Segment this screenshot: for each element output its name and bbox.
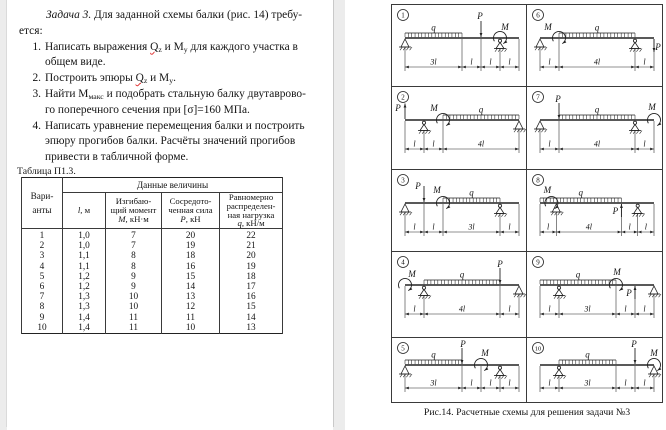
svg-text:5: 5: [401, 344, 405, 353]
beam-scheme-svg: [392, 5, 526, 86]
group-header: Данные величины: [63, 178, 283, 193]
table-cell: 2: [22, 241, 63, 251]
table-cell: 11: [162, 313, 220, 323]
svg-text:P: P: [626, 288, 632, 298]
beam-scheme-svg: [527, 338, 661, 402]
table-cell: 21: [220, 241, 283, 251]
table-row: [22, 292, 283, 302]
intro-line: ется:: [19, 24, 43, 37]
task-list-item: [19, 119, 315, 166]
table-row: [22, 251, 283, 261]
svg-text:l: l: [470, 57, 473, 67]
svg-text:q: q: [478, 104, 484, 115]
svg-text:q: q: [469, 187, 474, 198]
svg-text:8: 8: [536, 176, 540, 185]
table-cell: 15: [220, 302, 283, 312]
svg-text:q: q: [585, 349, 590, 360]
scheme-cell-9: [527, 252, 662, 338]
svg-text:7: 7: [536, 93, 540, 102]
table-cell: 16: [220, 292, 283, 302]
item-number: 1.: [32, 40, 41, 53]
svg-text:q: q: [594, 104, 600, 115]
scheme-cell-8: [527, 170, 662, 252]
table-cell: 9: [106, 282, 162, 292]
svg-text:2: 2: [401, 93, 405, 102]
task-list: [19, 40, 315, 166]
svg-text:l: l: [643, 304, 646, 314]
beam-scheme-svg: [527, 5, 661, 86]
table-row: [22, 241, 283, 251]
table-cell: 1,4: [63, 323, 106, 334]
table-row: [22, 229, 283, 242]
svg-text:4l: 4l: [585, 222, 592, 232]
svg-text:l: l: [413, 139, 416, 149]
table-cell: 1,2: [63, 282, 106, 292]
svg-text:1: 1: [401, 11, 405, 20]
table-cell: 11: [106, 323, 162, 334]
svg-text:l: l: [432, 139, 435, 149]
table-cell: 20: [162, 229, 220, 242]
item-text: Построить эпюры $Q_z$ и $M_y$.: [45, 72, 176, 86]
table-row: [22, 323, 283, 334]
table-cell: 8: [22, 302, 63, 312]
table-cell: 15: [162, 272, 220, 282]
table-cell: 1,1: [63, 251, 106, 261]
svg-text:l: l: [432, 222, 435, 232]
scheme-cell-5: [392, 338, 527, 402]
svg-text:M: M: [481, 348, 489, 358]
svg-text:l: l: [644, 222, 647, 232]
table-cell: 7: [106, 229, 162, 242]
table-cell: 9: [22, 313, 63, 323]
col-header-variants: Вари- анты: [22, 178, 63, 229]
item-number: 2.: [32, 72, 41, 85]
svg-text:l: l: [508, 304, 511, 314]
svg-text:l: l: [548, 57, 551, 67]
table-cell: 4: [22, 262, 63, 272]
table-cell: 1,0: [63, 229, 106, 242]
scheme-cell-7: [527, 87, 662, 170]
table-cell: 18: [220, 272, 283, 282]
table-cell: 1,1: [63, 262, 106, 272]
task-list-item: [19, 87, 315, 119]
svg-text:10: 10: [534, 345, 542, 353]
svg-text:4l: 4l: [458, 304, 466, 314]
svg-text:l: l: [508, 57, 511, 67]
svg-text:4l: 4l: [477, 139, 485, 149]
table-cell: 20: [220, 251, 283, 261]
table-cell: 17: [220, 282, 283, 292]
svg-text:M: M: [544, 22, 552, 32]
svg-text:4l: 4l: [593, 139, 601, 149]
svg-text:q: q: [594, 22, 600, 33]
task-list-item: [19, 40, 315, 72]
svg-text:P: P: [460, 339, 466, 349]
beam-scheme-svg: [527, 252, 661, 337]
svg-text:M: M: [408, 269, 416, 279]
variants-table: [21, 177, 283, 334]
svg-text:l: l: [413, 222, 416, 232]
table-cell: 1: [22, 229, 63, 242]
svg-text:l: l: [643, 139, 646, 149]
svg-text:4: 4: [401, 258, 405, 267]
table-cell: 14: [220, 313, 283, 323]
svg-text:P: P: [655, 42, 661, 52]
table-cell: 13: [162, 292, 220, 302]
svg-text:P: P: [415, 181, 421, 191]
beam-scheme-svg: [527, 87, 661, 169]
table-cell: 7: [22, 292, 63, 302]
table-cell: 1,2: [63, 272, 106, 282]
table-cell: 11: [106, 313, 162, 323]
task-list-item: [19, 71, 315, 87]
svg-text:3l: 3l: [430, 378, 437, 388]
table-cell: 7: [106, 241, 162, 251]
svg-text:P: P: [631, 339, 637, 349]
svg-text:q: q: [578, 187, 583, 198]
col-header: Сосредото- ченная сила P, кН: [162, 193, 220, 229]
right-page: [345, 0, 666, 430]
svg-text:l: l: [489, 378, 492, 388]
svg-text:P: P: [477, 11, 483, 21]
col-header: Изгибаю- щий момент M, кН·м: [106, 193, 162, 229]
scheme-cell-4: [392, 252, 527, 338]
table-cell: 14: [162, 282, 220, 292]
item-text: Найти $M_{макс}$ и подобрать стальную балку двутаврово- го поперечного сечения при [σ]=160 МПа.: [45, 87, 306, 116]
svg-text:l: l: [413, 304, 416, 314]
svg-text:q: q: [575, 269, 581, 280]
svg-text:9: 9: [536, 258, 540, 267]
table-cell: 10: [106, 292, 162, 302]
col-header: l, м: [63, 193, 106, 229]
scheme-cell-10: [527, 338, 662, 402]
svg-text:l: l: [643, 57, 646, 67]
table-cell: 8: [106, 262, 162, 272]
svg-text:M: M: [430, 103, 438, 113]
table-row: [22, 282, 283, 292]
beam-scheme-grid: [391, 4, 663, 403]
svg-text:l: l: [548, 304, 551, 314]
svg-text:q: q: [459, 269, 465, 280]
svg-text:6: 6: [536, 11, 540, 20]
svg-text:P: P: [555, 94, 561, 104]
beam-scheme-svg: [392, 87, 526, 169]
left-page: [7, 0, 333, 430]
svg-text:3l: 3l: [584, 304, 591, 314]
table-cell: 18: [162, 251, 220, 261]
figure-caption: Рис.14. Расчетные схемы для решения задачи №3: [423, 407, 631, 418]
svg-text:l: l: [548, 378, 551, 388]
beam-scheme-svg: [392, 252, 526, 337]
item-number: 3.: [32, 87, 41, 100]
svg-text:3l: 3l: [430, 57, 437, 67]
svg-text:M: M: [433, 185, 441, 195]
svg-text:l: l: [547, 222, 550, 232]
svg-text:4l: 4l: [593, 57, 601, 67]
table-cell: 22: [220, 229, 283, 242]
item-text: Написать уравнение перемещения балки и построить эпюру прогибов балки. Расчёты значений прогибов привести в табличной форме.: [45, 119, 305, 164]
task-text: [19, 8, 315, 166]
svg-text:l: l: [548, 139, 551, 149]
svg-text:l: l: [508, 222, 511, 232]
beam-scheme-svg: [527, 170, 661, 251]
svg-text:l: l: [508, 378, 511, 388]
scheme-cell-6: [527, 5, 662, 87]
col-header: Равномерно распределен- ная нагрузка q, кН/м: [220, 193, 283, 229]
viewer-left-edge: [0, 0, 7, 430]
table-cell: 1,0: [63, 241, 106, 251]
svg-text:3l: 3l: [584, 378, 591, 388]
table-cell: 3: [22, 251, 63, 261]
table-cell: 1,4: [63, 313, 106, 323]
table-row: [22, 272, 283, 282]
svg-text:l: l: [624, 378, 627, 388]
item-number: 4.: [32, 119, 41, 132]
table-cell: 6: [22, 282, 63, 292]
table-cell: 10: [22, 323, 63, 334]
table-cell: 8: [106, 251, 162, 261]
table-cell: 10: [106, 302, 162, 312]
table-cell: 19: [220, 262, 283, 272]
intro-line: Задача 3. Для заданной схемы балки (рис. 14) требу-: [46, 9, 303, 21]
table-cell: 1,3: [63, 292, 106, 302]
svg-text:M: M: [613, 267, 621, 277]
svg-text:q: q: [431, 22, 436, 33]
table-row: [22, 302, 283, 312]
svg-text:l: l: [470, 378, 473, 388]
task-intro: [19, 8, 315, 40]
svg-text:l: l: [489, 57, 492, 67]
table-cell: 13: [220, 323, 283, 334]
table-cell: 12: [162, 302, 220, 312]
table-cell: 19: [162, 241, 220, 251]
scheme-cell-2: [392, 87, 527, 170]
svg-text:M: M: [501, 22, 509, 32]
scheme-cell-3: [392, 170, 527, 252]
table-cell: 1,3: [63, 302, 106, 312]
svg-text:3: 3: [401, 176, 405, 185]
svg-text:P: P: [395, 103, 401, 113]
svg-text:q: q: [431, 349, 436, 360]
svg-text:P: P: [497, 259, 503, 269]
item-text: Написать выражения $Q_z$ и $M_y$ для каждого участка в общем виде.: [45, 40, 298, 69]
svg-text:P: P: [612, 206, 619, 216]
svg-text:M: M: [543, 185, 552, 195]
table-cell: 5: [22, 272, 63, 282]
table-caption: Таблица П1.3.: [17, 166, 76, 177]
svg-text:M: M: [650, 348, 658, 358]
table-row: [22, 262, 283, 272]
svg-text:M: M: [648, 102, 656, 112]
table-cell: 10: [162, 323, 220, 334]
svg-text:l: l: [624, 304, 627, 314]
beam-scheme-svg: [392, 170, 526, 251]
table-cell: 16: [162, 262, 220, 272]
table-row: [22, 313, 283, 323]
svg-text:l: l: [643, 378, 646, 388]
beam-scheme-svg: [392, 338, 526, 402]
table-cell: 9: [106, 272, 162, 282]
svg-text:3l: 3l: [468, 222, 475, 232]
scheme-cell-1: [392, 5, 527, 87]
svg-text:l: l: [628, 222, 631, 232]
